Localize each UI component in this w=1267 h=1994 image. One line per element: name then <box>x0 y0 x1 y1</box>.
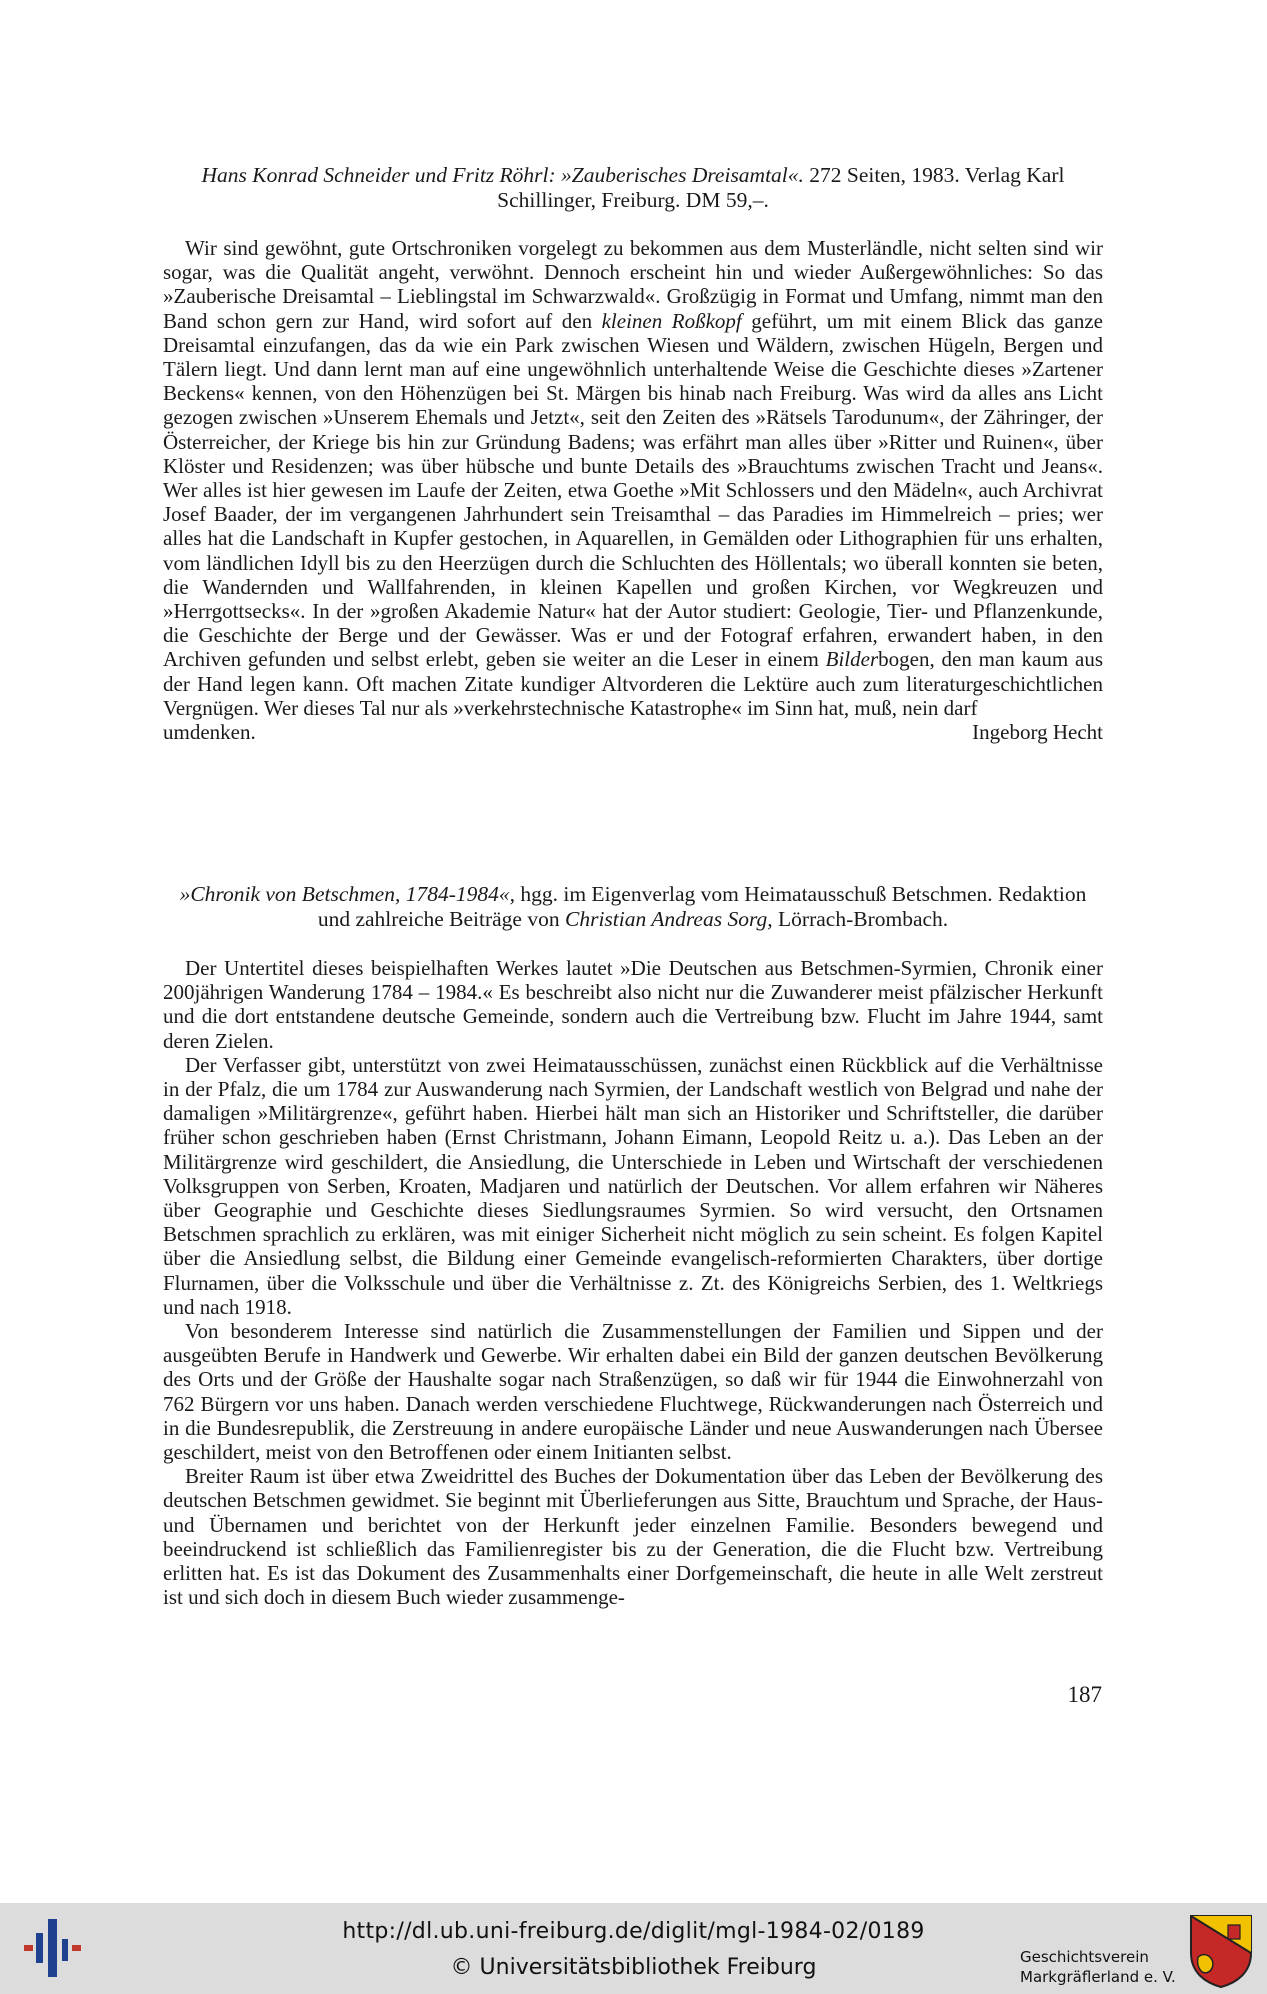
review2-paragraph-3: Von besonderem Interesse sind natürlich die Zusammenstellungen der Familien und Sippen und der ausgeübten Berufe in Handwerk und Gewerbe. Wir erhalten dabei ein Bild der ganzen deutschen Bevölkerung des Orts und der Größe der Haushalte sogar nach Straßenzügen, so daß wir für 1944 die Einwohnerzahl von 762 Bürgern vor uns haben. Danach werden verschiedene Fluchtwege, Rückwanderungen nach Österreich und in die Bundesrepublik, die Zerstreuung in andere europäische Länder und neue Auswanderungen nach Übersee geschildert, meist von den Betroffenen oder einem Initianten selbst. <box>163 1319 1103 1465</box>
page-number: 187 <box>1067 1682 1102 1707</box>
footer-url-link[interactable]: http://dl.ub.uni-freiburg.de/diglit/mgl-1984-02/0189 <box>342 1919 925 1944</box>
review2-title: »Chronik von Betschmen, 1784-1984«, <box>179 882 515 906</box>
review1-last-word: umdenken. <box>163 720 256 745</box>
footer-copyright: © Universitätsbibliothek Freiburg <box>450 1955 817 1980</box>
review2-paragraph-2: Der Verfasser gibt, unterstützt von zwei Heimatausschüssen, zunächst einen Rückblick auf die Verhältnisse in der Pfalz, die um 1784 zur Auswanderung nach Syrmien, der Landschaft westlich von Belgrad und nahe der damaligen »Militärgrenze«, geführt haben. Hierbei hält man sich an Historiker und Schriftsteller, die darüber früher schon geschrieben haben (Ernst Christmann, Johann Eimann, Leopold Reitz u. a.). Das Leben an der Militärgrenze wird geschildert, die Ansiedlung, die Unterschiede in Leben und Wirtschaft der verschiedenen Volksgruppen von Serben, Kroaten, Madjaren und natürlich der Deutschen. Vor allem erfahren wir Näheres über Geographie und Geschichte dieses Siedlungsraumes Syrmien. So wird versucht, den Ortsnamen Betschmen sprachlich zu erklären, was mit einiger Sicherheit nicht möglich zu sein scheint. Es folgen Kapitel über die Ansiedlung selbst, die Bildung einer Gemeinde evangelisch-reformierten Charakters, über dortige Flurnamen, über die Volksschule und über die Verhältnisse z. Zt. des Königreichs Serbien, des 1. Weltkriegs und nach 1918. <box>163 1052 1103 1319</box>
review1-heading <box>163 163 1103 213</box>
review1-emphasis-rosskopf: kleinen Roßkopf <box>601 308 742 333</box>
review2-body <box>163 956 1103 1609</box>
review2-paragraph-4: Breiter Raum ist über etwa Zweidrittel des Buches der Dokumentation über das Leben der Bevölkerung des deutschen Betschmen gewidmet. Sie beginnt mit Überlieferungen aus Sitte, Brauchtum und Sprache, der Haus- und Übernamen und berichtet von der Herkunft jeder einzelnen Familie. Besonders bewegend und beeindruckend ist schließlich das Familienregister bis zu der Generation, die die Flucht bzw. Vertreibung erlitten hat. Es ist das Dokument des Zusammenhalts einer Dorfgemeinschaft, die heute in alle Welt zerstreut ist und sich doch in diesem Buch wieder zusammenge- <box>163 1464 1103 1610</box>
footer-society-name: Geschichtsverein Markgräflerland e. V. <box>1020 1948 1176 1986</box>
review1-author-title: Hans Konrad Schneider und Fritz Röhrl: »Zauberisches Dreisamtal«. <box>201 163 804 187</box>
coat-of-arms-icon <box>1188 1913 1254 1989</box>
review1-reviewer: Ingeborg Hecht <box>972 720 1103 745</box>
review1-emphasis-bilder: Bilder <box>825 647 879 672</box>
review2-paragraph-1: Der Untertitel dieses beispielhaften Werkes lautet »Die Deutschen aus Betschmen-Syrmien, Chronik einer 200jährigen Wanderung 1784 – 1984.« Es beschreibt also nicht nur die Zuwanderer meist pfälzischer Herkunft und die dort entstandene deutsche Gemeinde, sondern auch die Vertreibung bzw. Flucht im Jahre 1944, samt deren Zielen. <box>163 956 1103 1053</box>
review2-editor: Christian Andreas Sorg, <box>564 907 773 931</box>
review1-body <box>163 236 1103 744</box>
footer-bar <box>0 1903 1267 1994</box>
review2-heading: »Chronik von Betschmen, 1784-1984«, hgg. im Eigenverlag vom Heimatausschuß Betschmen. Redaktion und zahlreiche Beiträge von Christian Andreas Sorg, Lörrach-Brombach. <box>179 882 1087 931</box>
review1-paragraph: Wir sind gewöhnt, gute Ortschroniken vorgelegt zu bekommen aus dem Musterländle, nicht selten sind wir sogar, was die Qualität angeht, verwöhnt. Dennoch erscheint hin und wieder Außergewöhnliches: So das »Zauberische Dreisamtal – Lieblingstal im Schwarzwald«. Großzügig in Format und Umfang, nimmt man den Band schon gern zur Hand, wird sofort auf den kleinen Roßkopf geführt, um mit einem Blick das ganze Dreisamtal einzufangen, das da wie ein Park zwischen Wiesen und Wäldern, zwischen Hügeln, Bergen und Tälern liegt. Und dann lernt man auf eine ungewöhnlich unterhaltende Weise die Geschichte dieses »Zartener Beckens« kennen, von den Höhenzügen bei St. Märgen bis hinab nach Freiburg. Was wird da alles ans Licht gezogen zwischen »Unserem Ehemals und Jetzt«, seit den Zeiten des »Rätsels Tarodunum«, der Zähringer, der Österreicher, der Kriege bis hin zur Gründung Badens; was erfährt man alles über »Ritter und Ruinen«, über Klöster und Residenzen; was über hübsche und bunte Details des »Brauchtums zwischen Tracht und Jeans«. Wer alles ist hier gewesen im Laufe der Zeiten, etwa Goethe »Mit Schlossers und den Mädeln«, auch Archivrat Josef Baader, der im vergangenen Jahrhundert sein Treisamthal – das Paradies im Himmelreich – pries; wer alles hat die Landschaft in Kupfer gestochen, in Aquarellen, in Gemälden oder Lithographien für uns erhalten, vom ländlichen Idyll bis zu den Heerzügen durch die Schluchten des Höllentals; wo überall konnten sie beten, die Wandernden und Wallfahrenden, in kleinen Kapellen und großen Kirchen, vor Wegkreuzen und »Herrgottsecks«. In der »großen Akademie Natur« hat der Autor studiert: Geologie, Tier- und Pflanzenkunde, die Geschichte der Berge und der Gewässer. Was er und der Fotograf erfahren, erwandert haben, in den Archiven gefunden und selbst erlebt, geben sie weiter an die Leser in einem Bilderbogen, den man kaum aus der Hand legen kann. Oft machen Zitate kundiger Altvorderen die Lektüre auch zum literaturgeschichtlichen Vergnügen. Wer dieses Tal nur als »verkehrstechnische Katastrophe« im Sinn hat, muß, nein darf <box>163 236 1103 720</box>
review1-signature-row <box>163 720 1103 744</box>
review1-details: 272 Seiten, 1983. Verlag Karl Schillinger, Freiburg. DM 59,–. <box>497 163 1065 212</box>
